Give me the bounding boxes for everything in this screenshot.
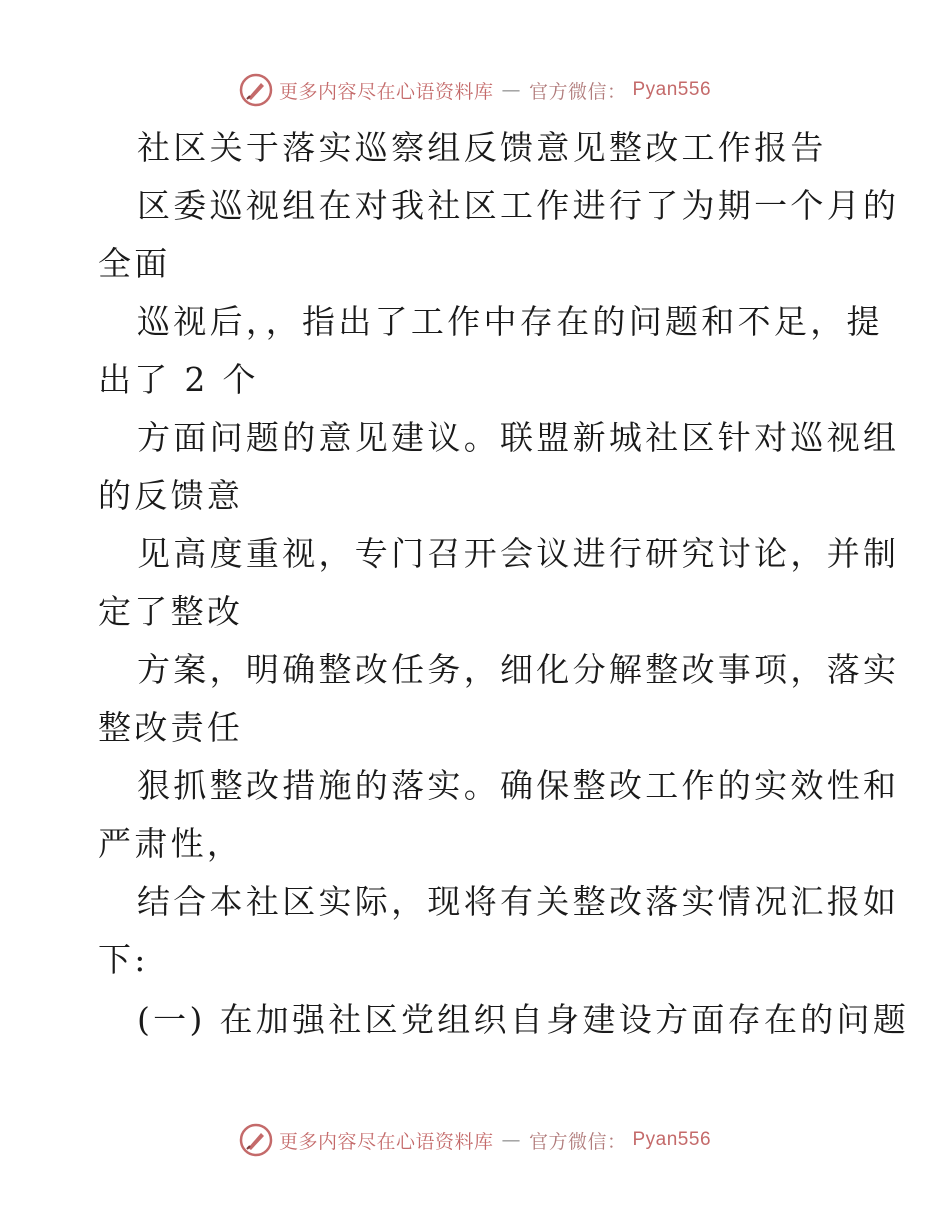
paragraph-line: 定了整改 [98,592,244,631]
paragraph-line: 出了 2 个 [98,360,259,399]
paragraph-line: 严肃性， [98,824,244,863]
paragraph-line: 的反馈意 [98,476,244,515]
watermark-dash: — [501,79,521,101]
watermark-wechat-id: Pyan556 [632,79,712,100]
watermark-footer [0,1120,950,1160]
watermark-header [0,70,950,110]
paragraph-line: 见高度重视，专门召开会议进行研究讨论，并制 [137,534,900,573]
watermark-text: 更多内容尽在心语资料库 [278,1130,494,1153]
paragraph-line: 下: [98,940,149,979]
paragraph-line: 整改责任 [98,708,244,747]
quill-logo-icon [239,73,273,107]
document-title: 社区关于落实巡察组反馈意见整改工作报告 [137,128,827,167]
paragraph-line: 全面 [98,244,171,283]
watermark-wechat-label: 官方微信： [528,80,627,103]
watermark-wechat-label: 官方微信： [528,1130,627,1153]
section-heading: (一) 在加强社区党组织自身建设方面存在的问题 [137,1000,910,1039]
watermark-wechat-id: Pyan556 [632,1129,712,1150]
paragraph-line: 方案，明确整改任务，细化分解整改事项，落实 [137,650,900,689]
watermark-dash: — [501,1129,521,1151]
paragraph-line: 方面问题的意见建议。联盟新城社区针对巡视组 [137,418,900,457]
paragraph-line: 狠抓整改措施的落实。确保整改工作的实效性和 [137,766,900,805]
paragraph-line: 结合本社区实际，现将有关整改落实情况汇报如 [137,882,900,921]
quill-logo-icon [239,1123,273,1157]
paragraph-line: 巡视后，，指出了工作中存在的问题和不足，提 [137,302,883,341]
paragraph-line: 区委巡视组在对我社区工作进行了为期一个月的 [137,186,900,225]
watermark-text: 更多内容尽在心语资料库 [278,80,494,103]
